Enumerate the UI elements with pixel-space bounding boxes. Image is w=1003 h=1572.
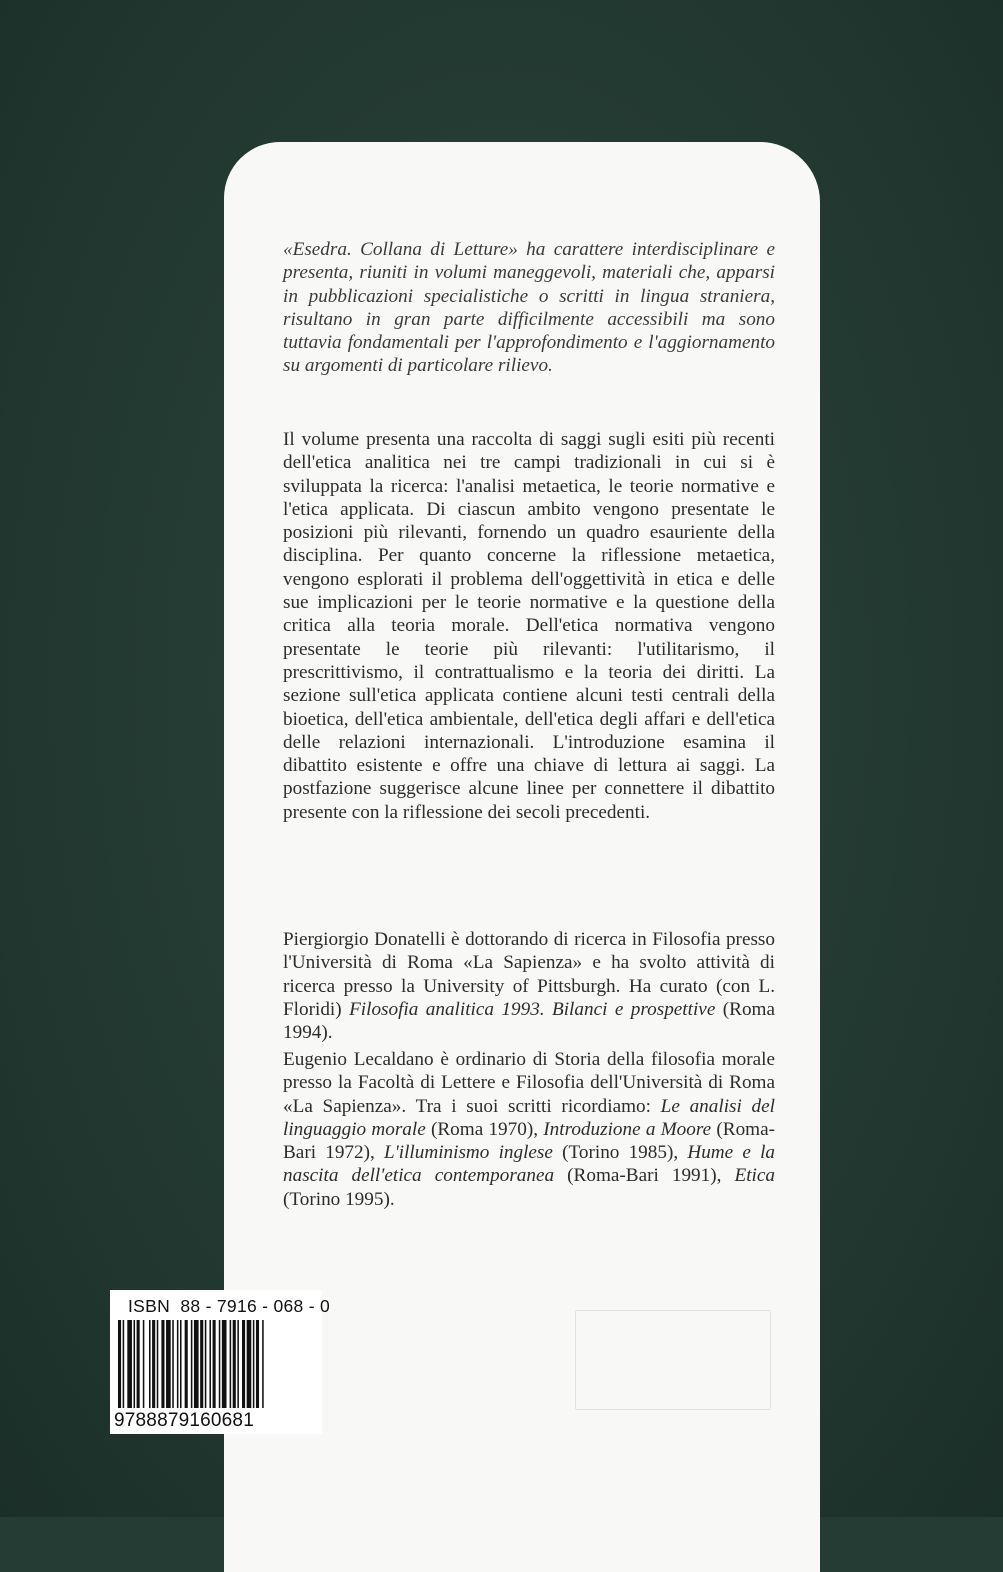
barcode-bar [262, 1320, 264, 1408]
book-title: Introduzione a Moore [543, 1118, 712, 1140]
barcode-bar [134, 1320, 136, 1408]
book-title: Etica [734, 1165, 775, 1187]
book-title: Filosofia analitica 1993. Bilanci e prospettive [349, 998, 716, 1020]
bio-text: (Torino 1985), [552, 1142, 688, 1164]
author-bio-donatelli [283, 928, 775, 1044]
barcode-bar [172, 1320, 174, 1408]
ean-digits: 9788879160681 [114, 1410, 254, 1431]
bio-text: (Roma-Bari 1972), [283, 1118, 775, 1164]
author-bio-lecaldano [283, 1048, 775, 1211]
barcode-bar [161, 1320, 164, 1408]
barcode-bar [247, 1320, 252, 1408]
barcode-bar [123, 1320, 125, 1408]
book-title: Le analisi del linguaggio morale [283, 1095, 775, 1140]
barcode-bar [219, 1320, 221, 1408]
barcode-bars [118, 1320, 314, 1408]
barcode-bar [200, 1320, 203, 1408]
bio-text: Eugenio Lecaldano è ordinario di Storia della filosofia morale presso la Facoltà di Lettere e Filosofia dell'Università di Roma «La Sapienza». Tra i suoi scritti ricordiamo: [283, 1049, 775, 1117]
barcode-bar [166, 1320, 171, 1408]
author-bio-donatelli-text [283, 928, 775, 1044]
barcode-bar [213, 1320, 216, 1408]
series-description-text: «Esedra. Collana di Letture» ha carattere interdisciplinare e presenta, riuniti in volumi maneggevoli, materiali che, apparsi in pubblicazioni specialistiche o scritti in lingua straniera, risultano in gran parte difficilmente accessibili ma sono tuttavia fondamentali per l'approfondimento e l'aggiornamento su argomenti di particolare rilievo. [283, 239, 775, 377]
barcode-bar [152, 1320, 155, 1408]
barcode-bar [143, 1320, 145, 1408]
bio-text: (Roma 1994). [283, 998, 775, 1044]
barcode-bar [230, 1320, 232, 1408]
author-bio-lecaldano-text [283, 1048, 775, 1211]
barcode-bar [253, 1320, 255, 1408]
barcode-bar [180, 1320, 182, 1408]
barcode-bar [205, 1320, 207, 1408]
barcode-bar [185, 1320, 188, 1408]
barcode-bar [191, 1320, 193, 1408]
barcode-bar [222, 1320, 227, 1408]
isbn-number: ISBN 88 - 7916 - 068 - 0 [128, 1296, 331, 1316]
barcode-bar [237, 1320, 239, 1408]
volume-summary-text: Il volume presenta una raccolta di saggi sugli esiti più recenti dell'etica analitica nei tre campi tradizionali in cui si è sviluppata la ricerca: l'analisi metaetica, le teorie normative e l'etica applicata. Di ciascun ambito vengono presentate le posizioni più rilevanti, fornendo un quadro esauriente della disciplina. Per quanto concerne la riflessione metaetica, vengono esplorati il problema dell'oggettività in etica e delle sue implicazioni per le teorie normative e la questione della critica alla teoria morale. Dell'etica normativa vengono presentate le teorie più rilevanti: l'utilitarismo, il prescrittivismo, il contrattualismo e la teoria dei diritti. La sezione sull'etica applicata contiene alcuni testi centrali della bioetica, dell'etica ambientale, dell'etica degli affari e dell'etica delle relazioni internazionali. L'introduzione esamina il dibattito esistente e offre una chiave di lettura ai saggi. La postfazione suggerisce alcune linee per connettere il dibattito presente con la riflessione dei secoli precedenti. [283, 429, 775, 823]
barcode-bar [256, 1320, 259, 1408]
barcode-bar [209, 1320, 211, 1408]
barcode-bar [118, 1320, 121, 1408]
barcode-bar [177, 1320, 179, 1408]
price-sticker-area [575, 1310, 771, 1410]
barcode-bar [194, 1320, 199, 1408]
bio-text: (Roma 1970), [425, 1118, 544, 1140]
barcode-bar [127, 1320, 132, 1408]
volume-summary [283, 428, 775, 824]
barcode-bar [157, 1320, 159, 1408]
series-description [283, 238, 775, 378]
book-title: L'illuminismo inglese [383, 1142, 553, 1164]
barcode-bar [149, 1320, 151, 1408]
barcode-bar [233, 1320, 236, 1408]
book-title: Hume e la nascita dell'etica contemporanea [283, 1142, 775, 1187]
bio-text: (Roma-Bari 1991), [554, 1165, 735, 1187]
barcode-bar [242, 1320, 245, 1408]
barcode-bar [137, 1320, 140, 1408]
bio-text: (Torino 1995). [283, 1188, 395, 1210]
bio-text: Piergiorgio Donatelli è dottorando di ricerca in Filosofia presso l'Università di Roma «La Sapienza» e ha svolto attività di ricerca presso la University of Pittsburgh. Ha curato (con L. Floridi) [283, 929, 775, 1020]
